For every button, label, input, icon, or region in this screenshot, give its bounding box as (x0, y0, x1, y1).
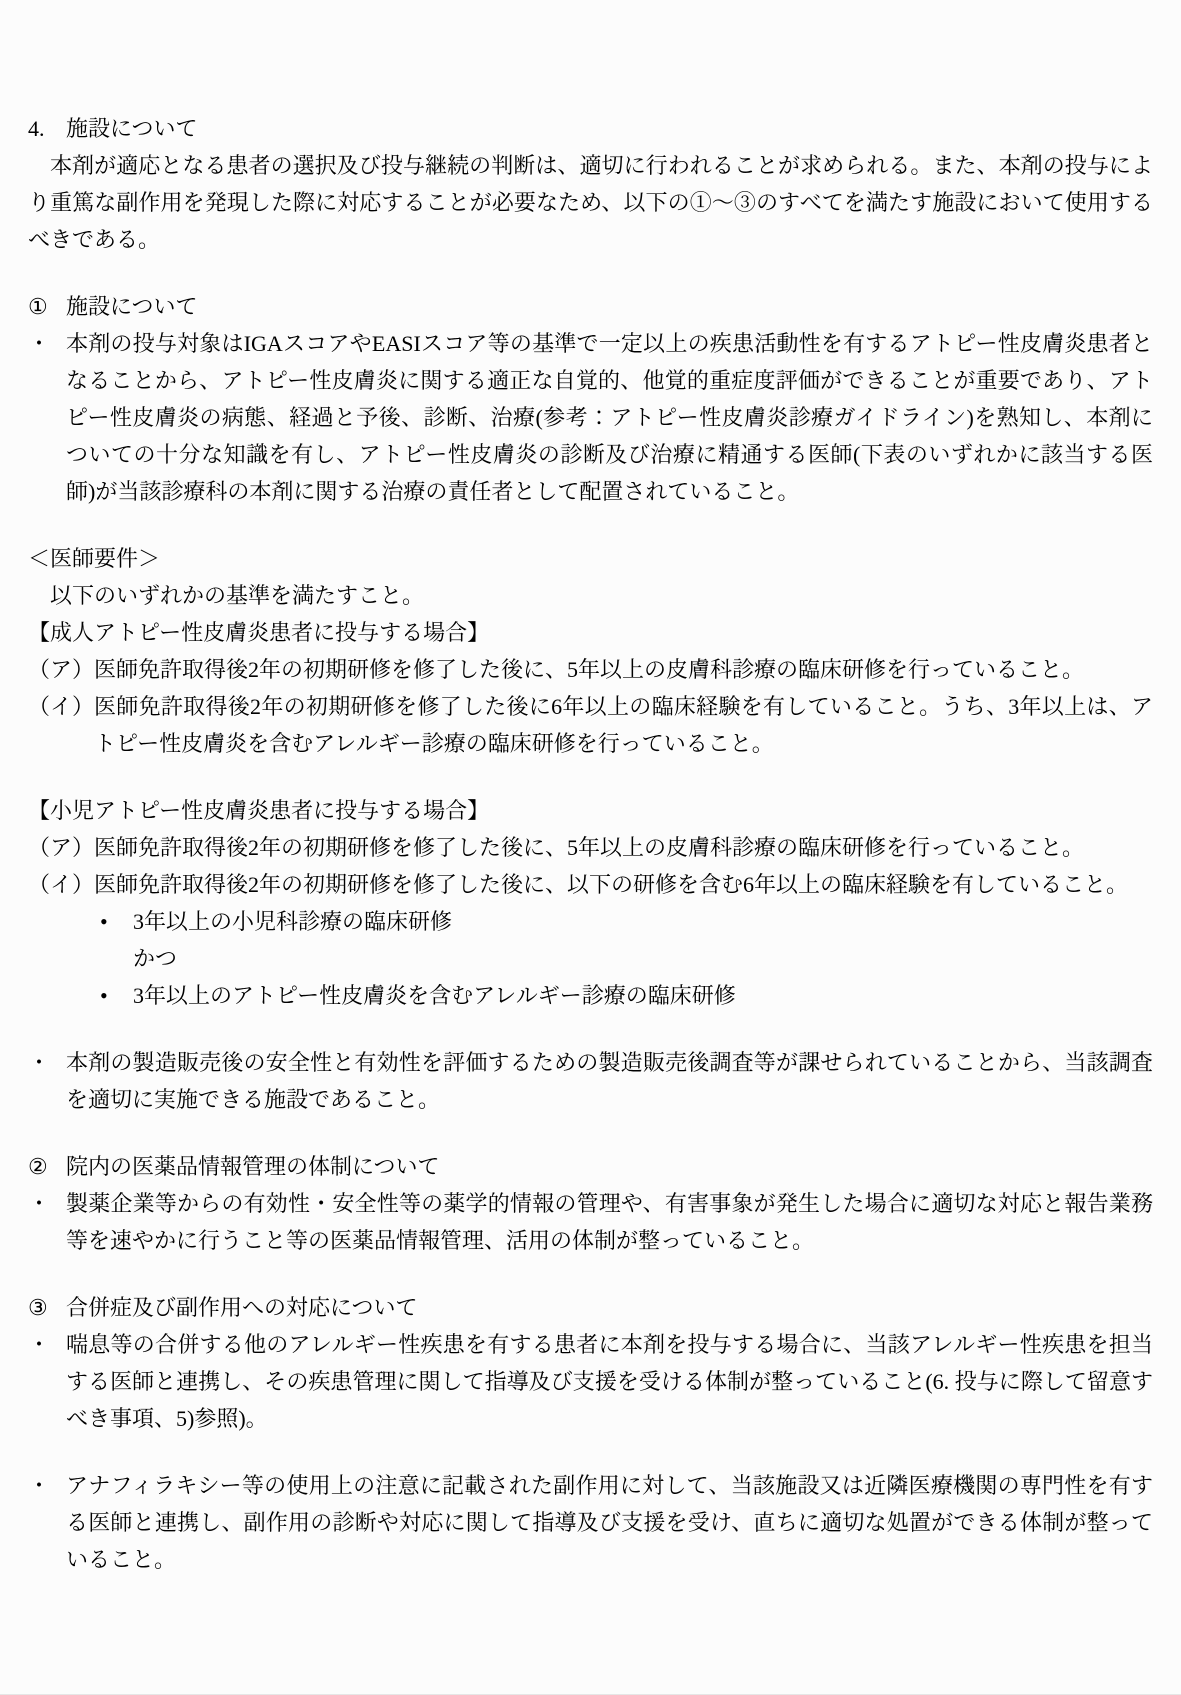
bullet-text: 製薬企業等からの有効性・安全性等の薬学的情報の管理や、有害事象が発生した場合に適切な対応と報告業務等を速やかに行うこと等の医薬品情報管理、活用の体制が整っていること。 (66, 1191, 1153, 1253)
bullet-text: アナフィラキシー等の使用上の注意に記載された副作用に対して、当該施設又は近隣医療機関の専門性を有する医師と連携し、副作用の診断や対応に関して指導及び支援を受け、直ちに適切な処置ができる体制が整っていること。 (66, 1473, 1153, 1572)
circled-number-2: ② (28, 1154, 48, 1179)
pediatric-requirement-item-a (28, 829, 1153, 866)
item-text: 医師免許取得後2年の初期研修を修了した後に、5年以上の皮膚科診療の臨床研修を行っていること。 (94, 657, 1085, 682)
item-text: 医師免許取得後2年の初期研修を修了した後に、5年以上の皮膚科診療の臨床研修を行っていること。 (94, 835, 1085, 860)
bullet-marker: ・ (28, 331, 51, 356)
bullet-marker: ・ (28, 1473, 51, 1498)
sub-bullet-marker: • (100, 983, 108, 1008)
bullet-paragraph-anaphylaxis (28, 1467, 1153, 1578)
adult-case-heading: 【成人アトピー性皮膚炎患者に投与する場合】 (28, 620, 490, 645)
criteria-intro-line: 以下のいずれかの基準を満たすこと。 (50, 583, 425, 608)
sub-bullet-marker: • (100, 909, 108, 934)
adult-requirement-item-a (28, 651, 1153, 688)
item-label-a: （ア） (28, 657, 95, 682)
bullet-text: 本剤の投与対象はIGAスコアやEASIスコア等の基準で一定以上の疾患活動性を有するアトピー性皮膚炎患者となることから、アトピー性皮膚炎に関する適正な自覚的、他覚的重症度評価ができることが重要であり、アトピー性皮膚炎の病態、経過と予後、診断、治療(参考：アトピー性皮膚炎診療ガイドライン)を熟知し、本剤についての十分な知識を有し、アトピー性皮膚炎の診断及び治療に精通する医師(下表のいずれかに該当する医師)が当該診療科の本剤に関する治療の責任者として配置されていること。 (66, 331, 1153, 504)
section-4-heading (28, 110, 1153, 147)
item-3-title: 合併症及び副作用への対応について (66, 1295, 418, 1320)
bullet-text: 本剤の製造販売後の安全性と有効性を評価するための製造販売後調査等が課せられていることから、当該調査を適切に実施できる施設であること。 (66, 1050, 1153, 1112)
bullet-paragraph-facility (28, 325, 1153, 510)
item-label-a: （ア） (28, 835, 95, 860)
circled-number-3: ③ (28, 1295, 48, 1320)
item-label-i: （イ） (28, 694, 95, 719)
item-2-title: 院内の医薬品情報管理の体制について (66, 1154, 440, 1179)
pediatric-requirement-item-i (28, 866, 1153, 903)
item-1-heading (28, 288, 1153, 325)
item-3-heading (28, 1289, 1153, 1326)
pediatric-case-heading: 【小児アトピー性皮膚炎患者に投与する場合】 (28, 798, 490, 823)
item-text: 医師免許取得後2年の初期研修を修了した後に6年以上の臨床経験を有していること。うち、3年以上は、アトピー性皮膚炎を含むアレルギー診療の臨床研修を行っていること。 (94, 694, 1153, 756)
bullet-paragraph-comorbidity (28, 1326, 1153, 1437)
item-label-i: （イ） (28, 872, 95, 897)
item-1-title: 施設について (66, 294, 198, 319)
bullet-marker: ・ (28, 1050, 51, 1075)
bullet-marker: ・ (28, 1191, 51, 1216)
bullet-paragraph-drug-information (28, 1185, 1153, 1259)
bullet-marker: ・ (28, 1332, 51, 1357)
item-text: 医師免許取得後2年の初期研修を修了した後に、以下の研修を含む6年以上の臨床経験を有していること。 (94, 872, 1129, 897)
bullet-paragraph-post-marketing (28, 1044, 1153, 1118)
sub-bullet-text: 3年以上の小児科診療の臨床研修 (133, 909, 453, 934)
training-sub-bullet-pediatrics (100, 903, 1153, 940)
bullet-text: 喘息等の合併する他のアレルギー性疾患を有する患者に本剤を投与する場合に、当該アレルギー性疾患を担当する医師と連携し、その疾患管理に関して指導及び支援を受ける体制が整っていること(6. 投与に際して留意すべき事項、5)参照)。 (66, 1332, 1153, 1431)
sub-bullet-text: 3年以上のアトピー性皮膚炎を含むアレルギー診療の臨床研修 (133, 983, 736, 1008)
intro-paragraph: 本剤が適応となる患者の選択及び投与継続の判断は、適切に行われることが求められる。また、本剤の投与により重篤な副作用を発現した際に対応することが必要なため、以下の①～③のすべてを満たす施設において使用するべきである。 (28, 153, 1153, 252)
section-title: 施設について (66, 116, 198, 141)
circled-number-1: ① (28, 294, 48, 319)
adult-requirement-item-i (28, 688, 1153, 762)
physician-requirements-heading: ＜医師要件＞ (28, 546, 161, 571)
section-number: 4. (28, 116, 45, 141)
training-sub-bullet-allergy (100, 977, 1153, 1014)
item-2-heading (28, 1148, 1153, 1185)
conjunction-line: かつ (133, 946, 178, 971)
